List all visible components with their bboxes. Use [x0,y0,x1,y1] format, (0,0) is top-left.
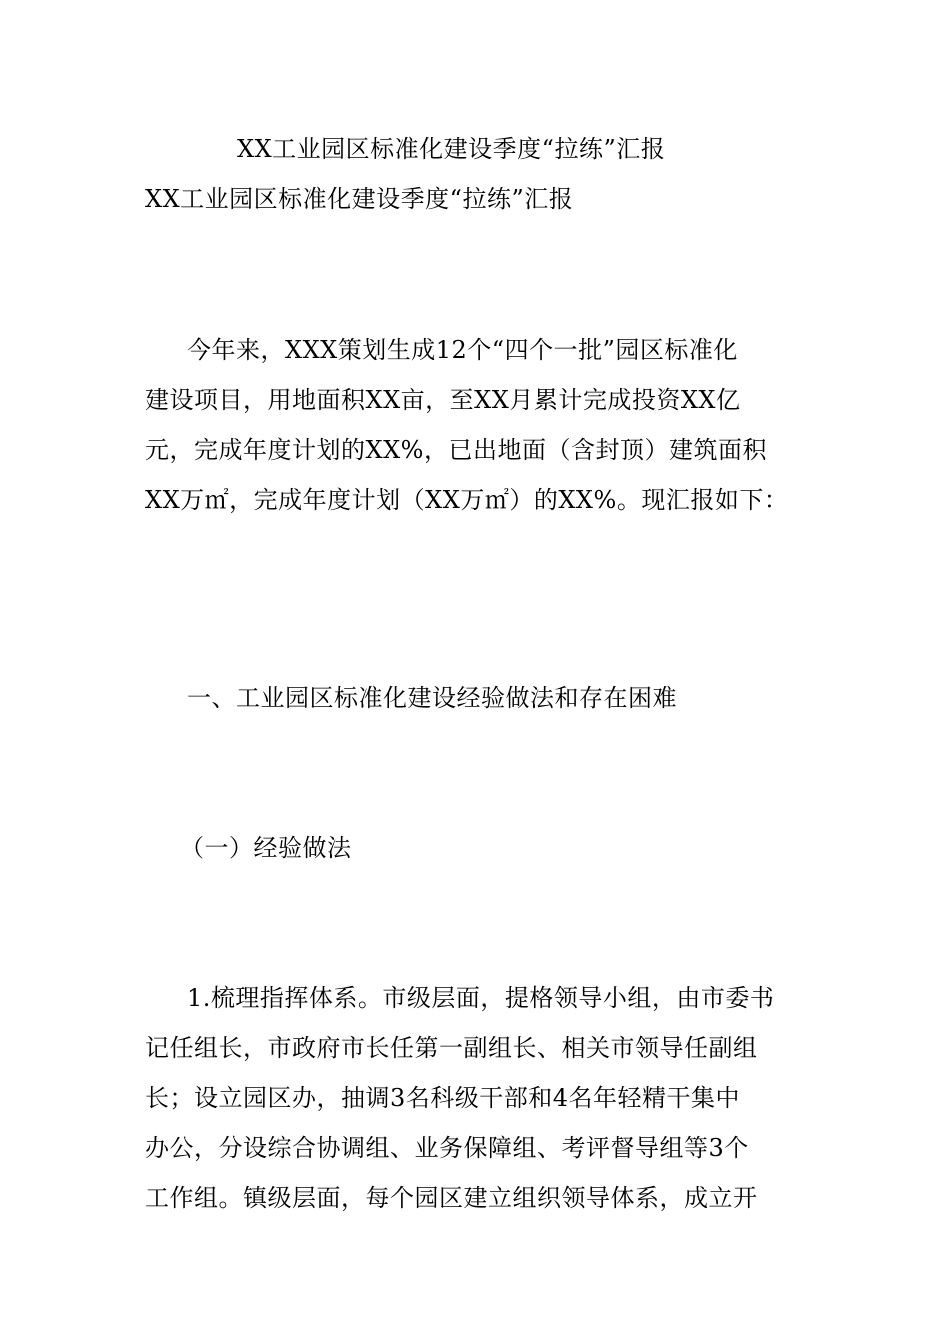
section-heading: 一、工业园区标准化建设经验做法和存在困难 [187,684,677,712]
subsection-heading: （一）经验做法 [180,834,352,862]
paragraph-line: 建设项目，用地面积XX亩，至XX月累计完成投资XX亿 [145,386,741,414]
paragraph-line: 元，完成年度计划的XX%，已出地面（含封顶）建筑面积 [145,436,767,464]
paragraph-line: 办公，分设综合协调组、业务保障组、考评督导组等3个 [145,1134,749,1162]
paragraph-line: 记任组长，市政府市长任第一副组长、相关市领导任副组 [145,1034,758,1062]
document-title: XX工业园区标准化建设季度“拉练”汇报 [145,185,574,213]
paragraph-line: 今年来，XXX策划生成12个“四个一批”园区标准化 [187,336,738,364]
paragraph-line: 长；设立园区办，抽调3名科级干部和4名年轻精干集中 [145,1084,741,1112]
paragraph-line: 工作组。镇级层面，每个园区建立组织领导体系，成立开 [145,1184,758,1212]
document-title-centered: XX工业园区标准化建设季度“拉练”汇报 [237,135,666,163]
paragraph-line: XX万㎡，完成年度计划（XX万㎡）的XX%。现汇报如下： [145,486,789,514]
paragraph-line: 1.梳理指挥体系。市级层面，提格领导小组，由市委书 [187,984,775,1012]
